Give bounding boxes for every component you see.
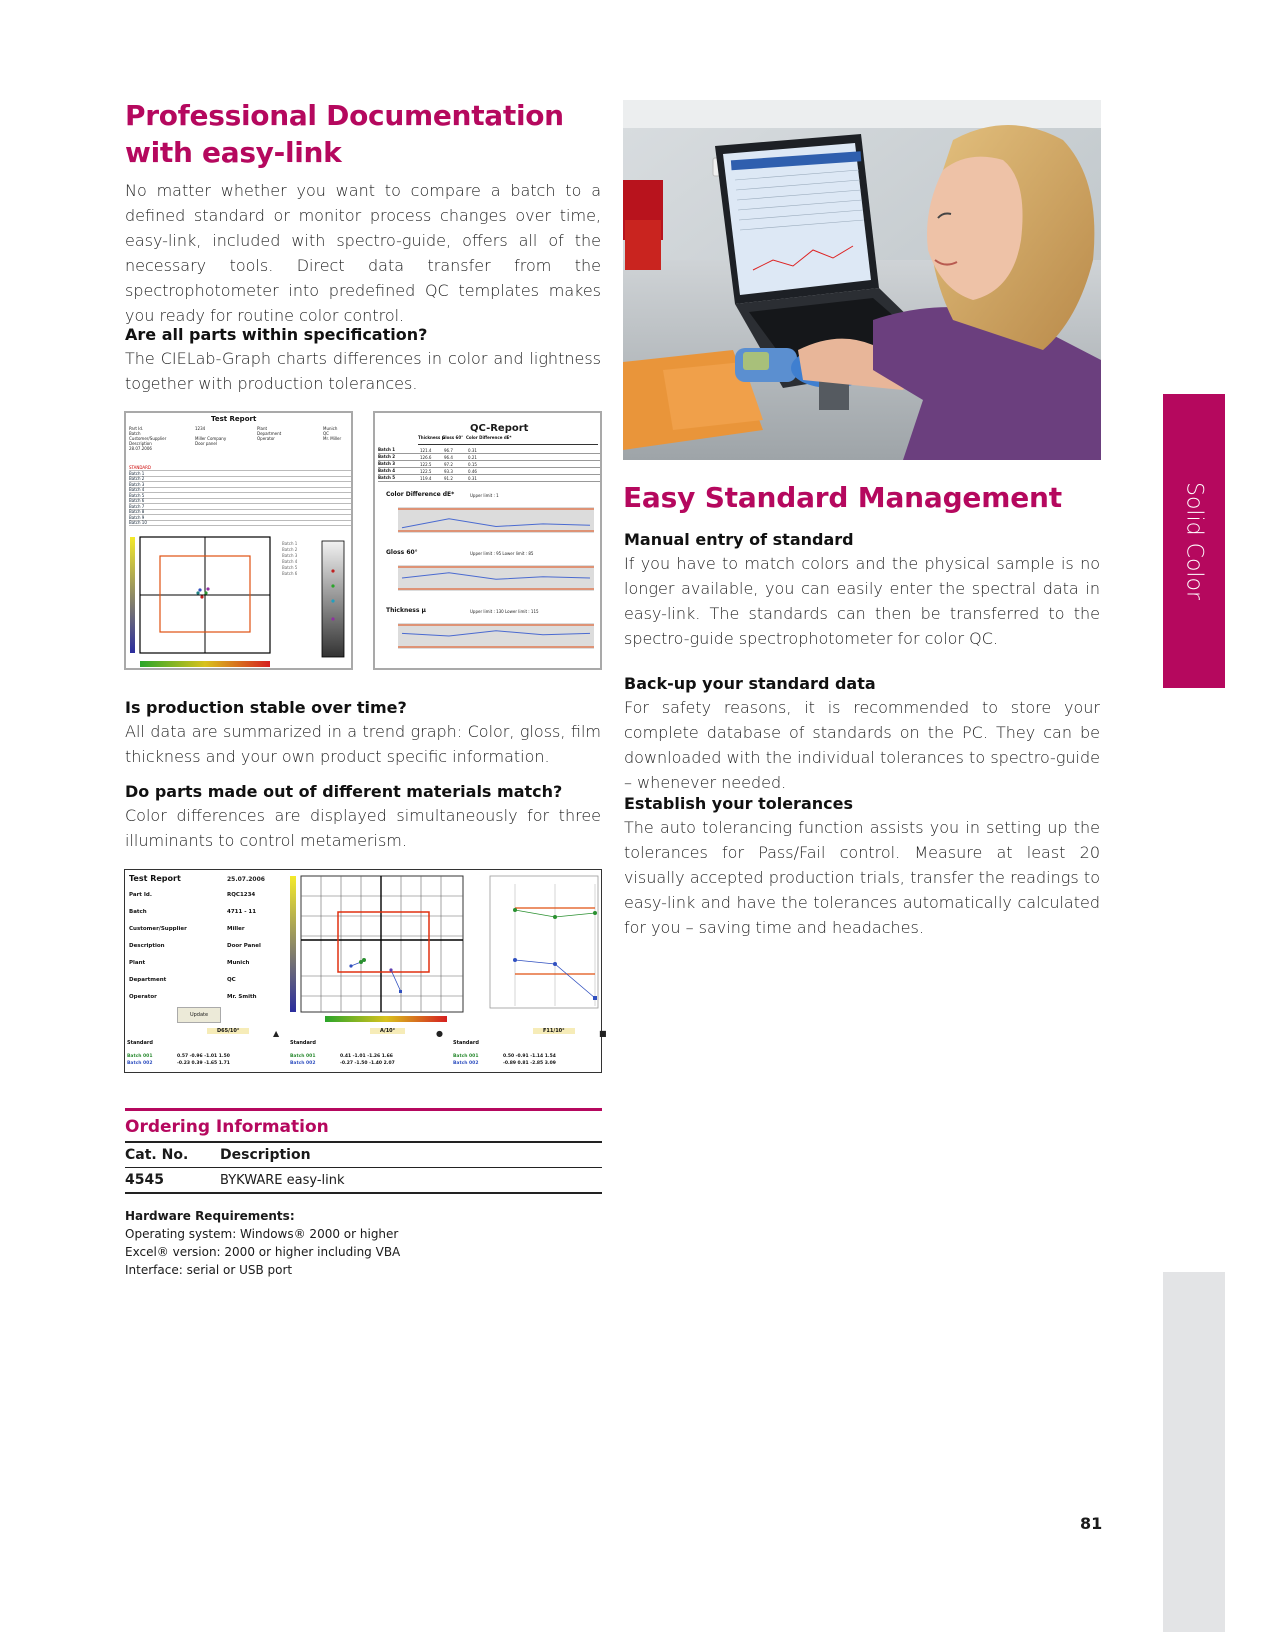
qc-row-name: Batch 4 <box>378 468 396 473</box>
qc-column-header: Color Difference dE* <box>466 435 512 440</box>
block-batch-2-values: -0.27 -1.50 -1.40 2.07 <box>340 1061 395 1066</box>
question-text-specification: The CIELab-Graph charts differences in color and lightness together with production tolerances. <box>125 349 601 393</box>
qc-column-header: Thickness µ <box>418 435 445 440</box>
qc-report-thumbnail <box>373 411 602 670</box>
block-standard-label: Standard <box>290 1040 316 1046</box>
table-row-label: Batch 6 <box>129 498 145 503</box>
side-tab-label: Solid Color <box>1181 481 1207 601</box>
svg-text:Batch 4: Batch 4 <box>282 559 298 564</box>
block-batch-2-values: -0.89 0.81 -2.85 3.09 <box>503 1061 556 1066</box>
block-shape-icon: ■ <box>599 1029 607 1038</box>
test-report-field-value: Miller Company <box>195 436 227 441</box>
block-batch-2-values: -0.23 0.39 -1.65 1.71 <box>177 1061 230 1066</box>
block-standard-label: Standard <box>453 1040 479 1046</box>
qc-thickness: 126.6 <box>420 455 432 460</box>
qc-column-header: Gloss 60° <box>442 435 464 440</box>
qc-row <box>378 475 600 482</box>
table-row-label: Batch 2 <box>129 476 145 481</box>
qc-trend-chart <box>398 619 594 653</box>
qc-de: 0.21 <box>468 455 477 460</box>
qc-row <box>378 461 600 468</box>
block-batch-2: Batch 002 <box>127 1061 153 1066</box>
qc-chart-limits: Upper limit : 130 Lower limit : 115 <box>470 609 539 614</box>
test-report-field-label: Operator <box>257 436 275 441</box>
qc-thickness: 122.5 <box>420 469 432 474</box>
qc-de: 0.31 <box>468 476 477 481</box>
table-row-label: Batch 10 <box>129 520 147 525</box>
wide-report-field-label: Plant <box>129 960 146 966</box>
qc-chart-limits: Upper limit : 95 Lower limit : 85 <box>470 551 534 556</box>
test-report-field-value: Munich <box>323 426 338 431</box>
block-batch-1: Batch 001 <box>127 1054 153 1059</box>
wide-report-title: Test Report <box>129 874 181 883</box>
qc-chart-title: Color Difference dE* <box>386 491 455 498</box>
wide-report-field-label: Description <box>129 943 165 949</box>
wide-report-field-value: Miller <box>227 926 245 932</box>
update-button[interactable]: Update <box>177 1007 221 1023</box>
table-row <box>129 520 351 526</box>
section-title-standard-management: Easy Standard Management <box>623 481 1062 514</box>
qc-gloss: 96.4 <box>444 455 453 460</box>
qc-chart-band <box>398 565 594 591</box>
qc-row-name: Batch 3 <box>378 461 396 466</box>
text-backup: For safety reasons, it is recommended to store your complete database of standards on the PC. They can be downloaded with the individual tolerances to spectro-guide – whenever needed. <box>624 698 1100 792</box>
question-heading-specification: Are all parts within specification? <box>125 325 428 344</box>
qc-header-row <box>418 435 598 445</box>
qc-thickness: 119.4 <box>420 476 432 481</box>
qc-row <box>378 454 600 461</box>
qc-gloss: 96.7 <box>444 448 453 453</box>
page-number: 81 <box>1080 1514 1103 1533</box>
qc-gloss: 93.3 <box>444 469 453 474</box>
ordering-section <box>125 1108 602 1279</box>
block-illuminant: A/10° <box>370 1028 405 1034</box>
qc-report-title: QC-Report <box>470 423 529 434</box>
table-row-label: Batch 1 <box>129 470 145 476</box>
qc-gloss: 91.2 <box>444 476 453 481</box>
intro-paragraph: No matter whether you want to compare a batch to a defined standard or monitor process changes over time, easy-link, included with spectro-guide, offers all of the necessary tools. Direct data transfer from the spectrophotometer into predefined QC templates makes you ready for routine color control. <box>125 181 601 325</box>
heading-backup: Back-up your standard data <box>624 674 876 693</box>
qc-de: 0.46 <box>468 469 477 474</box>
wide-report-field-label: Part Id. <box>129 892 152 898</box>
wide-report-field-value: Door Panel <box>227 943 261 949</box>
metamerism-blocks <box>127 1028 607 1070</box>
metamerism-block <box>290 1028 450 1070</box>
hardware-heading: Hardware Requirements: <box>125 1209 295 1223</box>
table-row-label: Batch 5 <box>129 492 145 498</box>
test-report-date: 28.07.2006 <box>129 446 152 451</box>
side-tab <box>1163 394 1225 688</box>
qc-row-name: Batch 1 <box>378 447 396 452</box>
test-report-field-label: Plant <box>257 426 268 431</box>
wide-report-field-value: 4711 - 11 <box>227 909 257 915</box>
ordering-row <box>125 1168 602 1192</box>
block-batch-1: Batch 001 <box>290 1054 316 1059</box>
wide-report-field-value: Munich <box>227 960 250 966</box>
heading-manual-entry: Manual entry of standard <box>624 530 854 549</box>
side-gray-bar <box>1163 1272 1225 1632</box>
svg-text:Batch 6: Batch 6 <box>282 571 298 576</box>
svg-text:Batch 3: Batch 3 <box>282 553 298 558</box>
test-report-field-label: Description <box>129 441 152 446</box>
qc-trend-chart <box>398 503 594 537</box>
text-manual-entry: If you have to match colors and the physical sample is no longer available, you can easily enter the spectral data in easy-link. The standards can then be transferred to the spectro-guide spectrophotometer for color QC. <box>624 554 1100 648</box>
svg-text:Batch 1: Batch 1 <box>282 541 298 546</box>
question-text-stability: All data are summarized in a trend graph: Color, gloss, film thickness and your own product specific information. <box>125 722 601 766</box>
block-batch-1-values: 0.50 -0.91 -1.14 1.54 <box>503 1054 556 1059</box>
test-report-field-label: Batch <box>129 431 141 436</box>
test-report-field-label: Part Id. <box>129 426 144 431</box>
qc-chart-title: Thickness µ <box>386 607 426 614</box>
wide-report-field-label: Customer/Supplier <box>129 926 187 932</box>
lab-photo <box>623 100 1101 460</box>
ordering-description: BYKWARE easy-link <box>220 1172 345 1188</box>
block-illuminant: F11/10° <box>533 1028 575 1034</box>
text-tolerances: The auto tolerancing function assists you in setting up the tolerances for Pass/Fail control. Measure at least 20 visually accepted production trials, transfer the readings to easy-link and have the tolerances automatically calculated for you – saving time and headaches. <box>624 818 1100 937</box>
qc-de: 0.15 <box>468 462 477 467</box>
wide-report-field-value: Mr. Smith <box>227 994 257 1000</box>
hardware-line-interface: Interface: serial or USB port <box>125 1263 293 1277</box>
block-shape-icon: ▲ <box>273 1029 280 1038</box>
ordering-cat-no: 4545 <box>125 1172 164 1188</box>
wide-report-field-label: Department <box>129 977 167 983</box>
qc-chart-band <box>398 623 594 649</box>
qc-row <box>378 447 600 454</box>
ordering-title: Ordering Information <box>125 1117 329 1137</box>
block-batch-1-values: 0.41 -1.01 -1.26 1.66 <box>340 1054 393 1059</box>
qc-thickness: 122.5 <box>420 462 432 467</box>
qc-row-name: Batch 2 <box>378 454 396 459</box>
qc-chart-limits: Upper limit : 1 <box>470 493 499 498</box>
question-heading-stability: Is production stable over time? <box>125 698 407 717</box>
wide-report-date: 25.07.2006 <box>227 876 265 883</box>
question-text-materials: Color differences are displayed simultaneously for three illuminants to control metamerism. <box>125 806 601 850</box>
metamerism-block <box>453 1028 613 1070</box>
ordering-col-cat: Cat. No. <box>125 1147 189 1163</box>
test-report-field-label: Department <box>257 431 282 436</box>
wide-report-field-value: RQC1234 <box>227 892 256 898</box>
test-report-field-label: Customer/Supplier <box>129 436 167 441</box>
test-report-title: Test Report <box>211 415 257 423</box>
wide-report-field-label: Operator <box>129 994 157 1000</box>
cielab-graph <box>126 531 352 669</box>
wide-report-field-label: Batch <box>129 909 147 915</box>
wide-report-field-value: QC <box>227 977 236 983</box>
block-shape-icon: ● <box>436 1029 443 1038</box>
hardware-line-os: Operating system: Windows® 2000 or higher <box>125 1227 399 1241</box>
table-row-label: Batch 4 <box>129 487 145 492</box>
test-report-field-value: Door panel <box>195 441 217 446</box>
qc-trend-chart <box>398 561 594 595</box>
table-row-label: Batch 8 <box>129 509 145 514</box>
qc-row-name: Batch 5 <box>378 475 396 480</box>
qc-gloss: 97.2 <box>444 462 453 467</box>
ordering-col-desc: Description <box>220 1147 311 1163</box>
test-report-field-value: Mr. Miller <box>323 436 342 441</box>
block-batch-1: Batch 001 <box>453 1054 479 1059</box>
question-heading-materials: Do parts made out of different materials match? <box>125 782 563 801</box>
block-standard-label: Standard <box>127 1040 153 1046</box>
qc-chart-band <box>398 507 594 533</box>
qc-thickness: 121.4 <box>420 448 432 453</box>
qc-de: 0.31 <box>468 448 477 453</box>
metamerism-block <box>127 1028 287 1070</box>
test-report-field-value: 1234 <box>195 426 206 431</box>
section-title-documentation: Professional Documentation with easy-link <box>125 99 564 169</box>
table-row-label: Batch 9 <box>129 514 145 520</box>
svg-text:Batch 2: Batch 2 <box>282 547 298 552</box>
block-batch-2: Batch 002 <box>290 1061 316 1066</box>
svg-text:Batch 5: Batch 5 <box>282 565 298 570</box>
heading-tolerances: Establish your tolerances <box>624 794 853 813</box>
block-illuminant: D65/10° <box>207 1028 249 1034</box>
qc-row <box>378 468 600 475</box>
test-report-thumbnail <box>124 411 353 670</box>
hardware-line-excel: Excel® version: 2000 or higher including VBA <box>125 1245 401 1259</box>
block-batch-2: Batch 002 <box>453 1061 479 1066</box>
metamerism-report-thumbnail <box>124 869 607 1073</box>
block-batch-1-values: 0.57 -0.96 -1.01 1.50 <box>177 1054 230 1059</box>
metamerism-charts <box>285 874 599 1024</box>
table-row-label: STANDARD <box>129 465 152 470</box>
table-row-label: Batch 7 <box>129 503 145 509</box>
qc-chart-title: Gloss 60° <box>386 549 418 556</box>
table-row-label: Batch 3 <box>129 481 145 487</box>
test-report-field-value: QC <box>323 431 329 436</box>
